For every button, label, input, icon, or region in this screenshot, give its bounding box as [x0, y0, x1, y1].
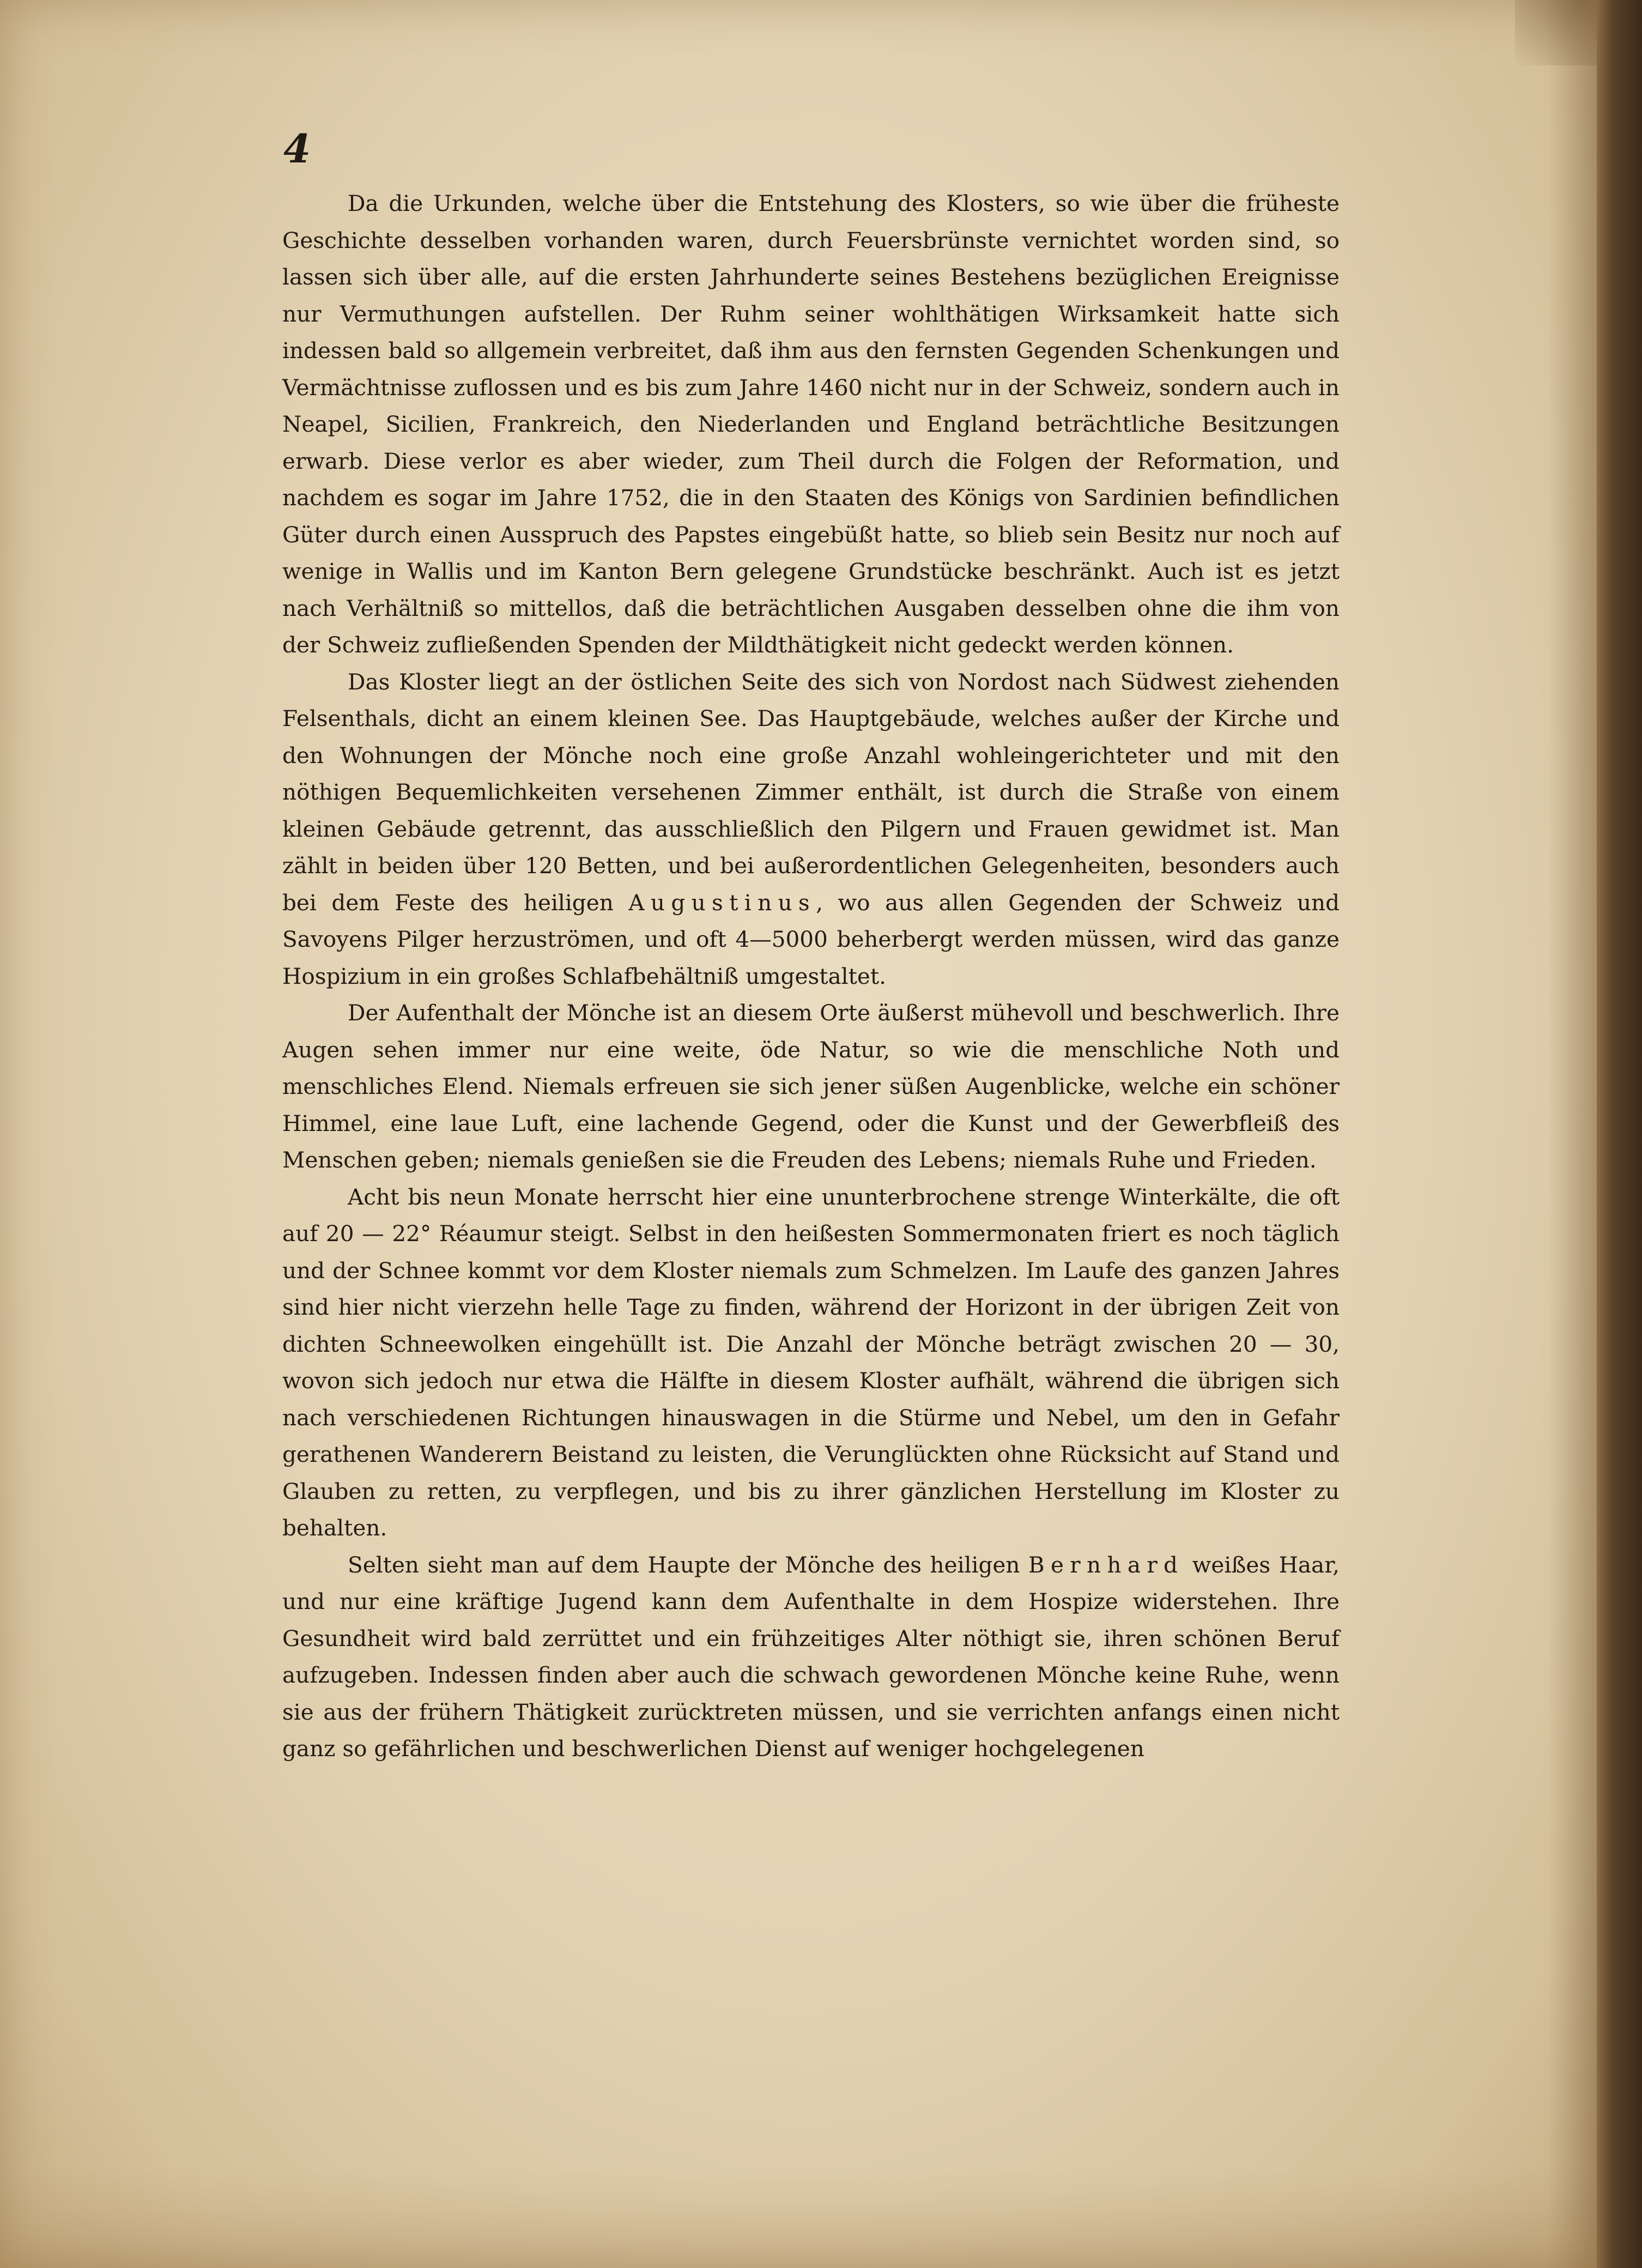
- body-text: [282, 185, 1340, 1768]
- spaced-name-augustinus: Augustinus: [628, 889, 816, 916]
- paragraph-monastery-location: [282, 664, 1340, 995]
- page-edge-shadow: [1548, 0, 1597, 2268]
- page-discoloration: [0, 2169, 1597, 2268]
- paragraph-monks-life: Der Aufenthalt der Mönche ist an diesem Orte äußerst mühevoll und beschwerlich. Ihre Augen sehen immer nur eine weite, öde Natur, so wie die menschliche Noth und menschliches Elend. Niemals erfreuen sie sich jener süßen Augenblicke, welche ein schöner Himmel, eine laue Luft, eine lachende Gegend, oder die Kunst und der Gewerbfleiß des Menschen geben; niemals genießen sie die Freuden des Lebens; niemals Ruhe und Frieden.: [282, 1000, 1340, 1173]
- paragraph-climate: Acht bis neun Monate herrscht hier eine ununterbrochene strenge Winterkälte, die oft auf 20 — 22° Réaumur steigt. Selbst in den heißesten Sommermonaten friert es noch täglich und der Schnee kommt vor dem Kloster niemals zum Schmelzen. Im Laufe des ganzen Jahres sind hier nicht vierzehn helle Tage zu finden, während der Horizont in der übrigen Zeit von dichten Schneewolken eingehüllt ist. Die Anzahl der Mönche beträgt zwischen 20 — 30, wovon sich jedoch nur etwa die Hälfte in diesem Kloster aufhält, während die übrigen sich nach verschiedenen Richtungen hinauswagen in die Stürme und Nebel, um den in Gefahr gerathenen Wanderern Beistand zu leisten, die Verunglückten ohne Rücksicht auf Stand und Glauben zu retten, zu verpflegen, und bis zu ihrer gänzlichen Herstellung im Kloster zu behalten.: [282, 1183, 1340, 1541]
- page-number: 4: [283, 125, 311, 172]
- paragraph-monastery-history: Da die Urkunden, welche über die Entstehung des Klosters, so wie über die früheste Geschichte desselben vorhanden waren, durch Feuersbrünste vernichtet worden sind, so lassen sich über alle, auf die ersten Jahrhunderte seines Bestehens bezüglichen Ereignisse nur Vermuthungen aufstellen. Der Ruhm seiner wohlthätigen Wirksamkeit hatte sich indessen bald so allgemein verbreitet, daß ihm aus den fernsten Gegenden Schenkungen und Vermächtnisse zuflossen und es bis zum Jahre 1460 nicht nur in der Schweiz, sondern auch in Neapel, Sicilien, Frankreich, den Niederlanden und England beträchtliche Besitzungen erwarb. Diese verlor es aber wieder, zum Theil durch die Folgen der Reformation, und nachdem es sogar im Jahre 1752, die in den Staaten des Königs von Sardinien befindlichen Güter durch einen Ausspruch des Papstes eingebüßt hatte, so blieb sein Besitz nur noch auf wenige in Wallis und im Kanton Bern gelegene Grundstücke beschränkt. Auch ist es jetzt nach Verhältniß so mittellos, daß die beträchtlichen Ausgaben desselben ohne die ihm von der Schweiz zufließenden Spenden der Mildthätigkeit nicht gedeckt werden können.: [282, 190, 1340, 658]
- spaced-name-bernhard: Bernhard: [1028, 1551, 1184, 1578]
- book-binding-edge: [1597, 0, 1642, 2268]
- paragraph-text: Selten sieht man auf dem Haupte der Mönche des heiligen: [348, 1551, 1028, 1578]
- paragraph-text: Das Kloster liegt an der östlichen Seite des sich von Nordost nach Südwest ziehenden Felsenthals, dicht an einem kleinen See. Das Hauptgebäude, welches außer der Kirche und den Wohnungen der Mönche noch eine große Anzahl wohleingerichteter und mit den nöthigen Bequemlichkeiten versehenen Zimmer enthält, ist durch die Straße von einem kleinen Gebäude getrennt, das ausschließlich den Pilgern und Frauen gewidmet ist. Man zählt in beiden über 120 Betten, und bei außerordentlichen Gelegenheiten, besonders auch bei dem Feste des heiligen: [282, 668, 1340, 916]
- paragraph-monks-health: [282, 1547, 1340, 1768]
- paragraph-text: , wo aus allen Gegenden der Schweiz und Savoyens Pilger herzuströmen, und oft 4—5000 beherbergt werden müssen, wird das ganze Hospizium in ein großes Schlafbehältniß umgestaltet.: [282, 889, 1340, 989]
- paragraph-text: weißes Haar, und nur eine kräftige Jugend kann dem Aufenthalte in dem Hospize widerstehen. Ihre Gesundheit wird bald zerrüttet und ein frühzeitiges Alter nöthigt sie, ihren schönen Beruf aufzugeben. Indessen finden aber auch die schwach gewordenen Mönche keine Ruhe, wenn sie aus der frühern Thätigkeit zurücktreten müssen, und sie verrichten anfangs einen nicht ganz so gefährlichen und beschwerlichen Dienst auf weniger hochgelegenen: [282, 1551, 1340, 1762]
